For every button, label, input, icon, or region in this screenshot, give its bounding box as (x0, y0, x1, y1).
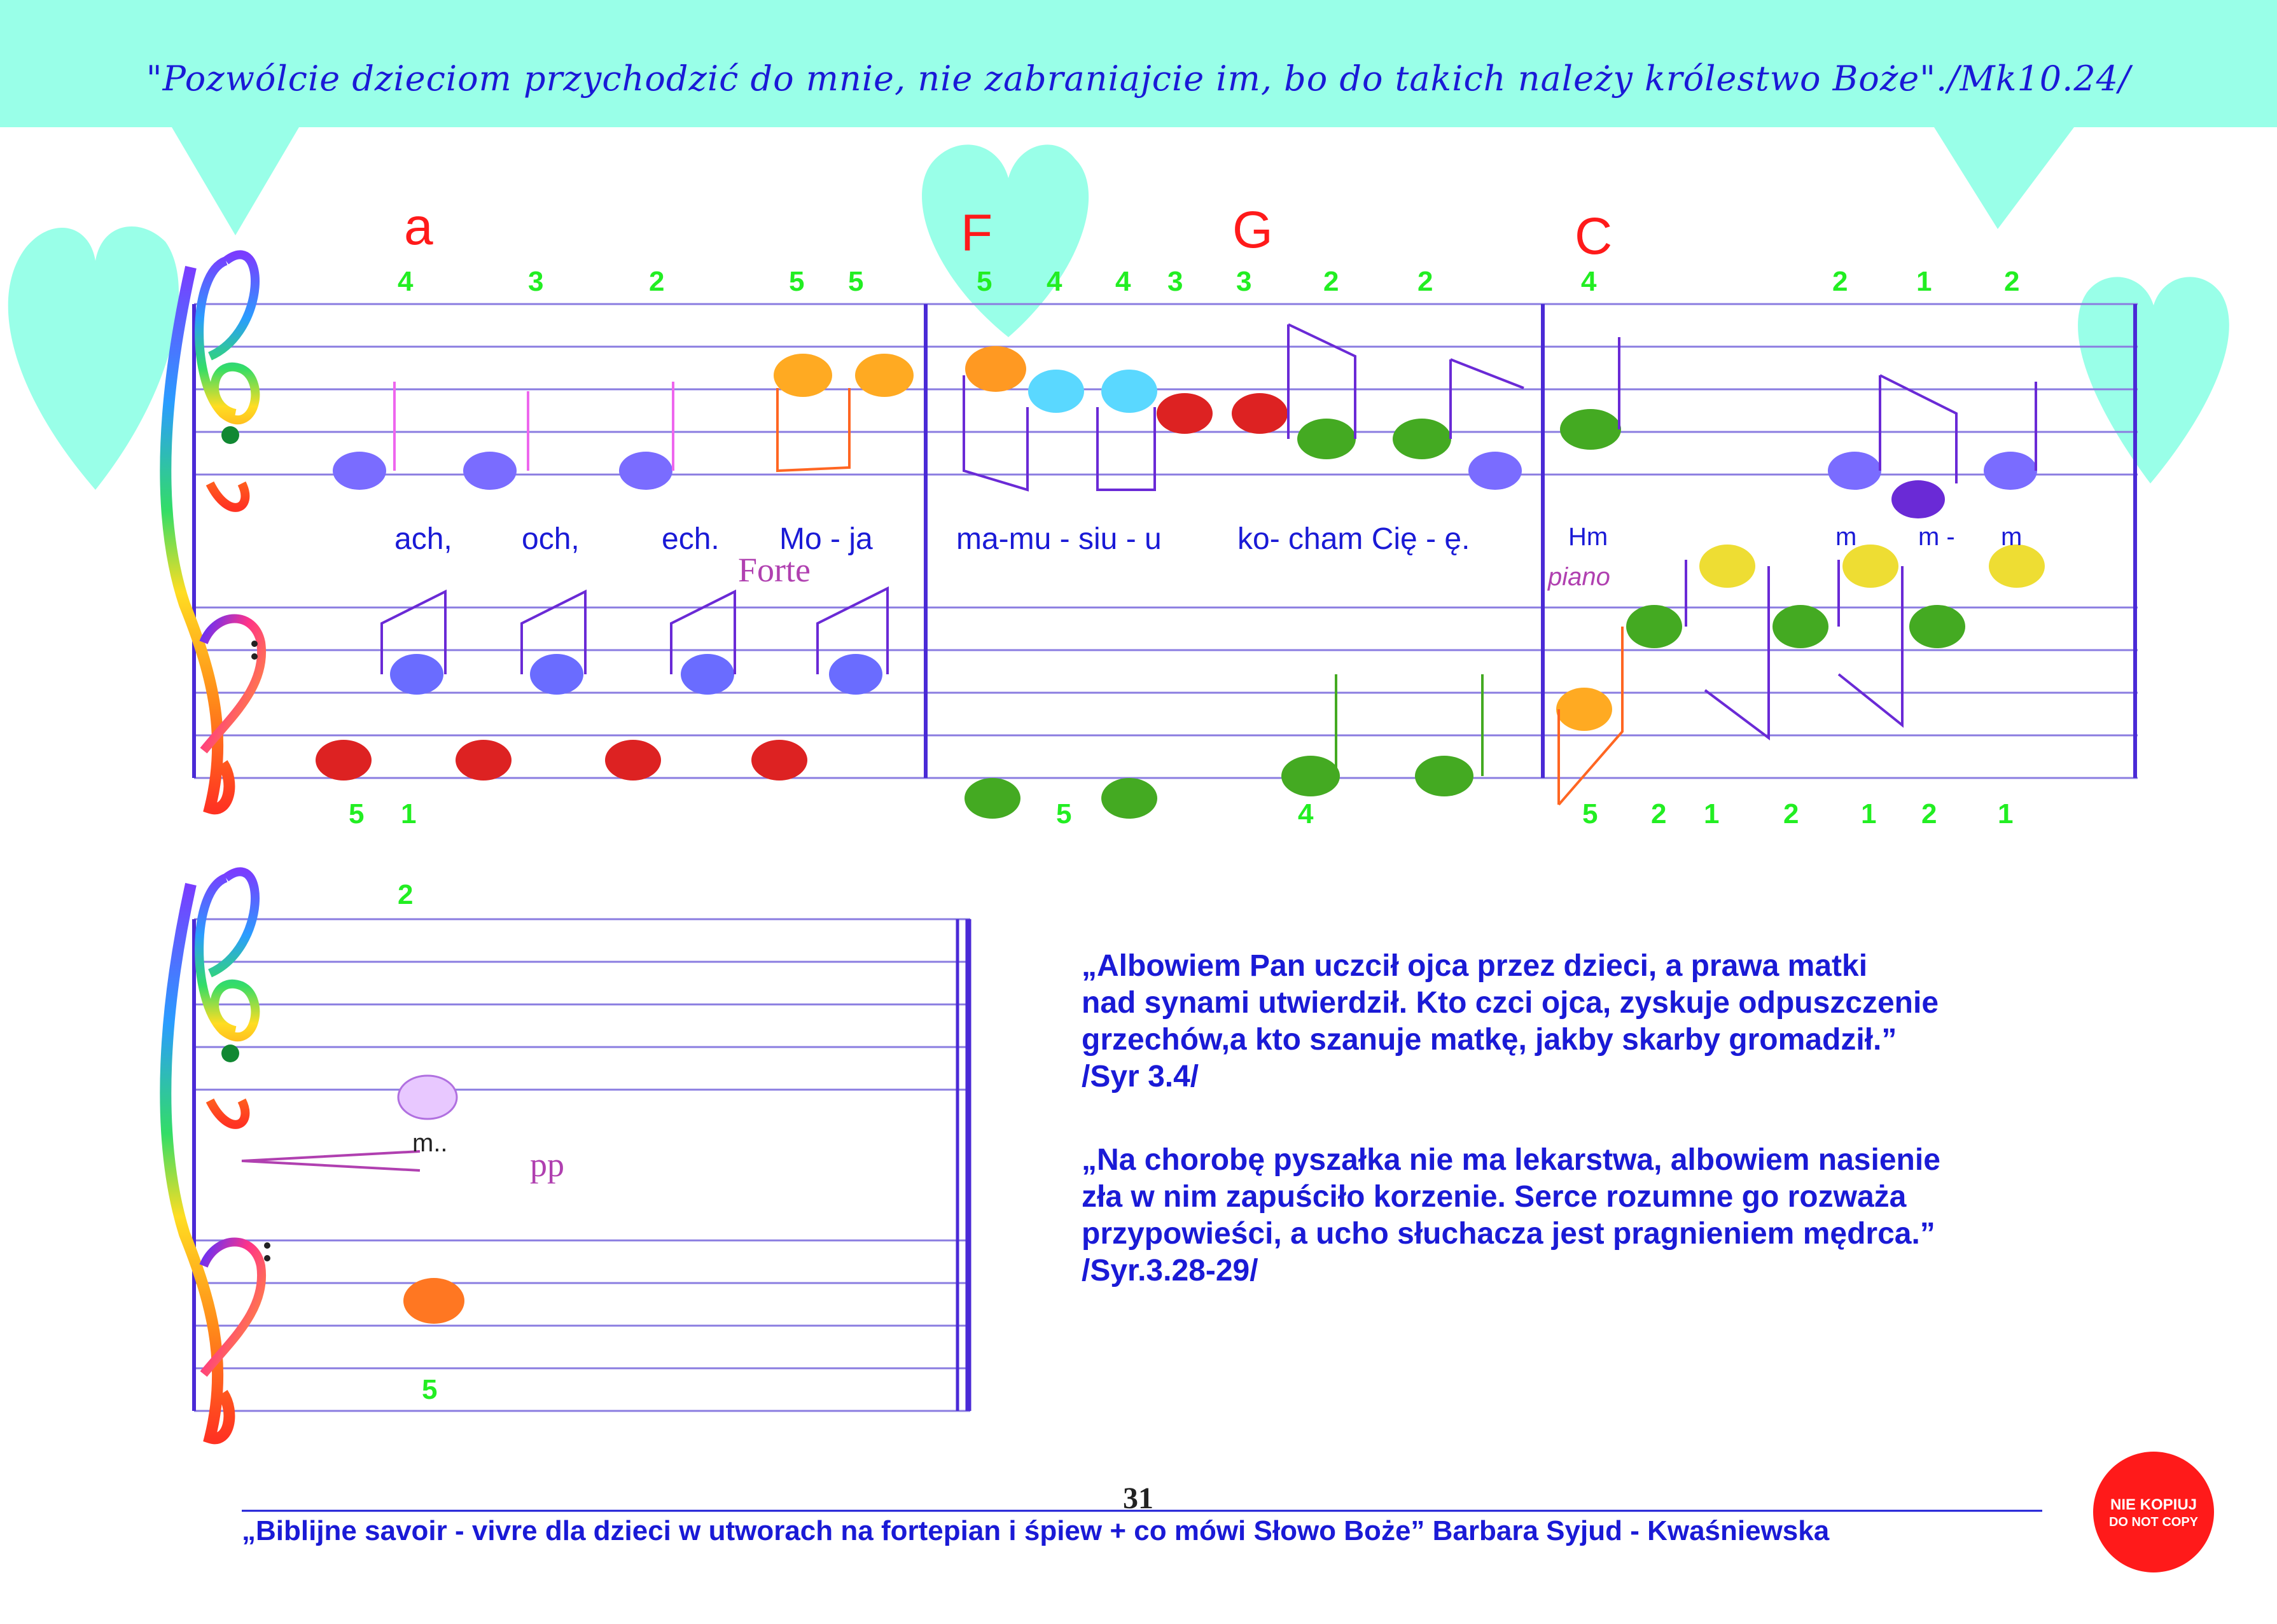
note-head-icon (1984, 452, 2037, 490)
note-head-icon (1699, 545, 1755, 588)
chord-label: C (1575, 207, 1613, 265)
finger-number: 3 (1167, 266, 1183, 297)
heart-icon (1934, 127, 2074, 229)
finger-number: 4 (1115, 266, 1131, 297)
note-head-icon (390, 654, 443, 695)
verse-line: „Na chorobę pyszałka nie ma lekarstwa, albowiem nasienie (1082, 1143, 1940, 1177)
note-head-icon (1891, 480, 1945, 518)
clef-dot-icon (264, 1242, 270, 1249)
finger-number: 5 (422, 1374, 438, 1405)
note-head-icon (1828, 452, 1881, 490)
note-head-icon (333, 452, 386, 490)
note-head-icon (1028, 370, 1084, 413)
note-head-icon (681, 654, 734, 695)
header-quote: "Pozwólcie dzieciom przychodzić do mnie, nie zabraniajcie im, bo do takich należy królestwo Boże".‏/Mk10.24/ (146, 59, 2131, 99)
finger-number: 5 (1582, 798, 1598, 829)
treble-clef-icon (199, 254, 255, 507)
chord-label: G (1232, 201, 1273, 259)
bass-staff-2 (194, 1240, 970, 1411)
note-head-icon (829, 654, 882, 695)
clef-dot-icon (221, 1044, 239, 1062)
note-head-icon (1157, 393, 1213, 434)
stamp-text: NIE KOPIUJ (2110, 1496, 2197, 1513)
note-head-icon (605, 740, 661, 781)
chord-label: F (961, 204, 993, 262)
verse-line: grzechów,a kto szanuje matkę, jakby skarby gromadził.” (1082, 1023, 1897, 1057)
clef-group-1 (165, 254, 261, 809)
heart-icon (8, 226, 179, 490)
note-head-icon (530, 654, 583, 695)
treble-staff-2 (194, 919, 970, 1090)
note-head-icon (1415, 756, 1473, 796)
note-head-icon (1297, 419, 1356, 459)
finger-number: 1 (401, 798, 417, 829)
verse-reference: /Syr.3.28-29/ (1082, 1254, 1258, 1287)
page-number: 31 (1123, 1482, 1153, 1515)
diminuendo-hairpin-icon (242, 1151, 420, 1170)
finger-number: 3 (528, 266, 544, 297)
verse-line: zła w nim zapuściło korzenie. Serce rozumne go rozważa (1082, 1180, 1907, 1214)
note-head-icon (751, 740, 807, 781)
dynamic-pianissimo: pp (530, 1146, 564, 1184)
finger-number: 2 (1783, 798, 1799, 829)
note-head-icon (456, 740, 512, 781)
heart-icon (2078, 277, 2229, 483)
finger-number: 2 (1832, 266, 1848, 297)
finger-number: 4 (1298, 798, 1314, 829)
note-head-icon (1626, 605, 1682, 648)
note-head-icon (1772, 605, 1828, 648)
finger-number: 2 (1921, 798, 1937, 829)
finger-number: 2 (649, 266, 665, 297)
lyric-syllable: m (2001, 523, 2023, 551)
clef-dot-icon (221, 426, 239, 444)
finger-number: 5 (1056, 798, 1072, 829)
book-title: „Biblijne savoir - vivre dla dzieci w utworach na fortepian i śpiew + co mówi Słowo Boże” Barbara Syjud - Kwaśniewska (242, 1515, 1830, 1546)
finger-number: 4 (1047, 266, 1062, 297)
stamp-text: DO NOT COPY (2108, 1515, 2198, 1529)
finger-number: 2 (2004, 266, 2020, 297)
note-head-icon (619, 452, 672, 490)
note-head-icon (1101, 778, 1157, 819)
verse-line: przypowieści, a ucho słuchacza jest pragnieniem mędrca.” (1082, 1217, 1935, 1251)
clef-group-2 (165, 871, 270, 1438)
note-head-icon (403, 1278, 464, 1324)
lyric-syllable: Hm (1568, 523, 1608, 551)
note-head-icon (316, 740, 372, 781)
lyric-syllable: ko- cham Cię - ę. (1237, 522, 1470, 556)
finger-number: 5 (977, 266, 992, 297)
do-not-copy-stamp (2093, 1452, 2214, 1572)
clef-dot-icon (264, 1255, 270, 1261)
finger-number: 4 (1581, 266, 1597, 297)
lyric-syllable: ech. (662, 522, 720, 556)
clef-dot-icon (251, 653, 258, 660)
stems-system-1 (382, 324, 2036, 805)
note-head-icon (463, 452, 517, 490)
note-head-icon (774, 354, 832, 397)
finger-number: 2 (1417, 266, 1433, 297)
note-head-icon (1909, 605, 1965, 648)
finger-number: 2 (1323, 266, 1339, 297)
note-head-icon (964, 778, 1020, 819)
lyric-syllable: Mo - ja (779, 522, 873, 556)
notes-system-1 (316, 346, 2045, 819)
lyric-syllable: m - (1918, 523, 1955, 551)
lyric-syllable: m.. (412, 1129, 448, 1157)
treble-staff-1 (194, 304, 2138, 475)
verse-block-2 (1082, 1142, 1940, 1289)
heart-icon (172, 127, 299, 235)
note-head-icon (1556, 688, 1612, 731)
heart-decorations (8, 127, 2229, 490)
clef-dot-icon (251, 641, 258, 647)
finger-number: 5 (789, 266, 805, 297)
finger-number: 1 (1861, 798, 1877, 829)
lyric-syllable: ach, (394, 522, 452, 556)
finger-number: 5 (349, 798, 365, 829)
note-head-icon (1468, 452, 1522, 490)
verse-line: „Albowiem Pan uczcił ojca przez dzieci, a prawa matki (1082, 949, 1868, 983)
lyric-syllable: m (1835, 523, 1857, 551)
treble-clef-icon (199, 871, 255, 1124)
dynamic-piano: piano (1548, 563, 1610, 591)
finger-number: 2 (1651, 798, 1667, 829)
finger-number: 1 (1704, 798, 1720, 829)
verse-line: nad synami utwierdził. Kto czci ojca, zyskuje odpuszczenie (1082, 986, 1939, 1020)
dynamic-forte: Forte (738, 551, 811, 589)
finger-number: 2 (398, 879, 414, 910)
heart-icon (922, 144, 1089, 337)
finger-number: 1 (1916, 266, 1932, 297)
note-head-icon (965, 346, 1026, 392)
lyric-syllable: och, (522, 522, 580, 556)
note-head-icon (1560, 409, 1621, 450)
finger-number: 1 (1998, 798, 2014, 829)
note-head-icon (855, 354, 914, 397)
verse-block-1 (1082, 948, 1939, 1095)
lyric-syllable: ma-mu - siu - u (956, 522, 1162, 556)
finger-number: 4 (398, 266, 414, 297)
note-head-icon (1281, 756, 1340, 796)
finger-number: 5 (848, 266, 864, 297)
note-head-icon (1101, 370, 1157, 413)
finger-number: 3 (1236, 266, 1252, 297)
note-head-icon (398, 1076, 457, 1119)
note-head-icon (1393, 419, 1451, 459)
verse-reference: /Syr 3.4/ (1082, 1060, 1199, 1093)
chord-label: a (404, 198, 433, 256)
note-head-icon (1232, 393, 1288, 434)
